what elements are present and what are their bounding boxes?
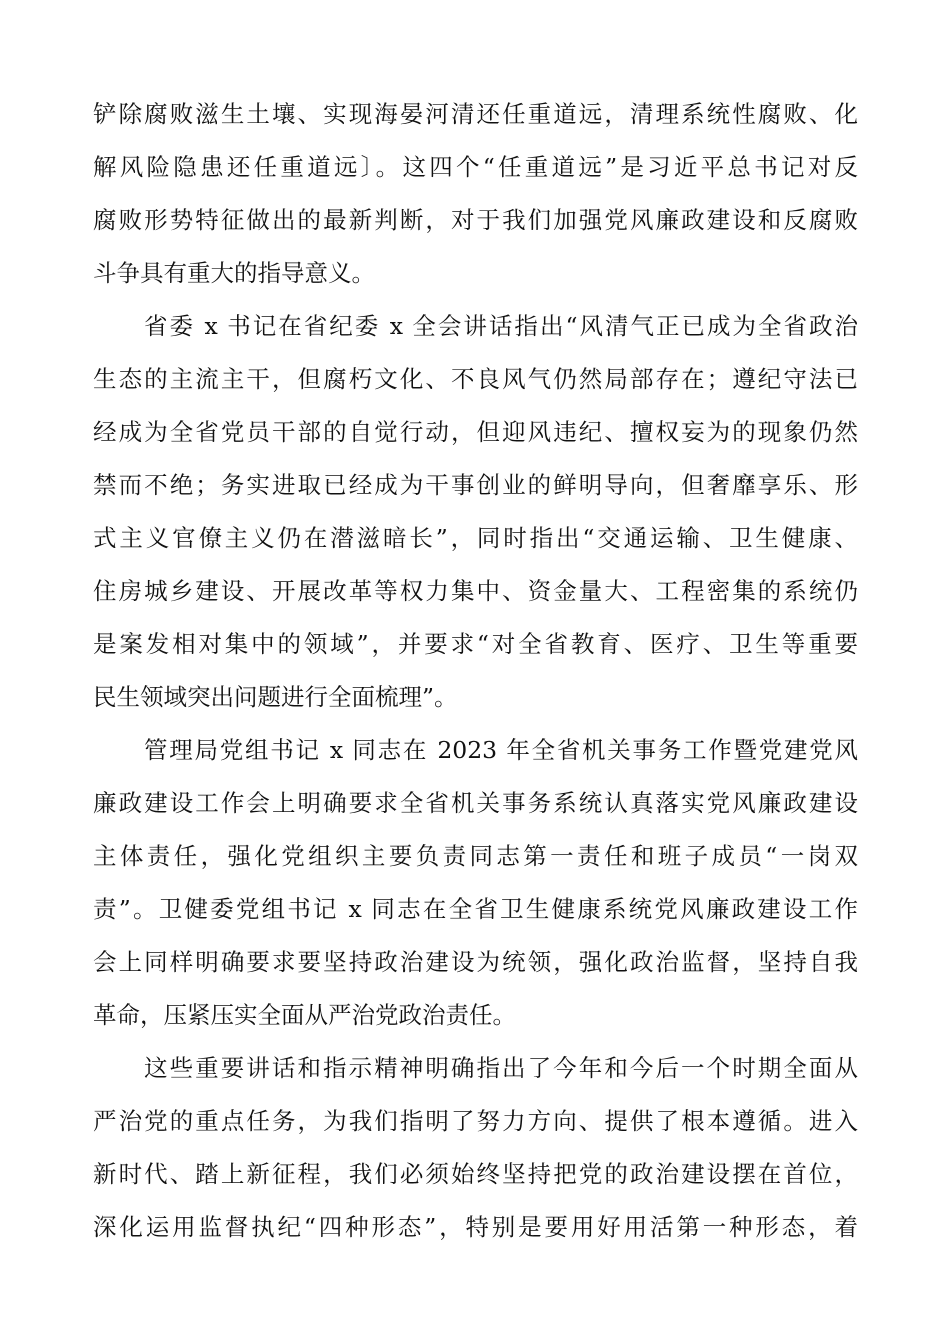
text-line: 禁而不绝；务实进取已经成为干事创业的鲜明导向，但奢靡享乐、形 [93,471,858,499]
text-line: 生态的主流主干，但腐朽文化、不良风气仍然局部存在；遵纪守法已 [93,365,858,393]
text-line: 深化运用监督执纪“四种形态”，特别是要用好用活第一种形态，着 [93,1213,858,1241]
text-line: 斗争具有重大的指导意义。 [93,259,375,287]
text-line: 民生领域突出问题进行全面梳理”。 [93,683,458,711]
text-line: 是案发相对集中的领域”，并要求“对全省教育、医疗、卫生等重要 [93,630,858,658]
text-line: 主体责任，强化党组织主要负责同志第一责任和班子成员“一岗双 [93,842,858,870]
paragraph-first-line: 这些重要讲话和指示精神明确指出了今年和今后一个时期全面从 [144,1054,858,1082]
text-line: 铲除腐败滋生土壤、实现海晏河清还任重道远，清理系统性腐败、化 [93,100,858,128]
text-line: 责”。卫健委党组书记 x 同志在全省卫生健康系统党风廉政建设工作 [93,895,858,923]
text-line: 革命，压紧压实全面从严治党政治责任。 [93,1001,516,1029]
text-line: 住房城乡建设、开展改革等权力集中、资金量大、工程密集的系统仍 [93,577,858,605]
paragraph-first-line: 管理局党组书记 x 同志在 2023 年全省机关事务工作暨党建党风 [144,736,858,764]
text-line: 腐败形势特征做出的最新判断，对于我们加强党风廉政建设和反腐败 [93,206,858,234]
text-line: 廉政建设工作会上明确要求全省机关事务系统认真落实党风廉政建设 [93,789,858,817]
text-line: 经成为全省党员干部的自觉行动，但迎风违纪、擅权妄为的现象仍然 [93,418,858,446]
text-line: 严治党的重点任务，为我们指明了努力方向、提供了根本遵循。进入 [93,1107,858,1135]
paragraph-first-line: 省委 x 书记在省纪委 x 全会讲话指出“风清气正已成为全省政治 [144,312,858,340]
text-line: 解风险隐患还任重道远〕。这四个“任重道远”是习近平总书记对反 [93,153,858,181]
text-line: 新时代、踏上新征程，我们必须始终坚持把党的政治建设摆在首位， [93,1160,858,1188]
text-line: 会上同样明确要求要坚持政治建设为统领，强化政治监督，坚持自我 [93,948,858,976]
text-line: 式主义官僚主义仍在潜滋暗长”，同时指出“交通运输、卫生健康、 [93,524,858,552]
